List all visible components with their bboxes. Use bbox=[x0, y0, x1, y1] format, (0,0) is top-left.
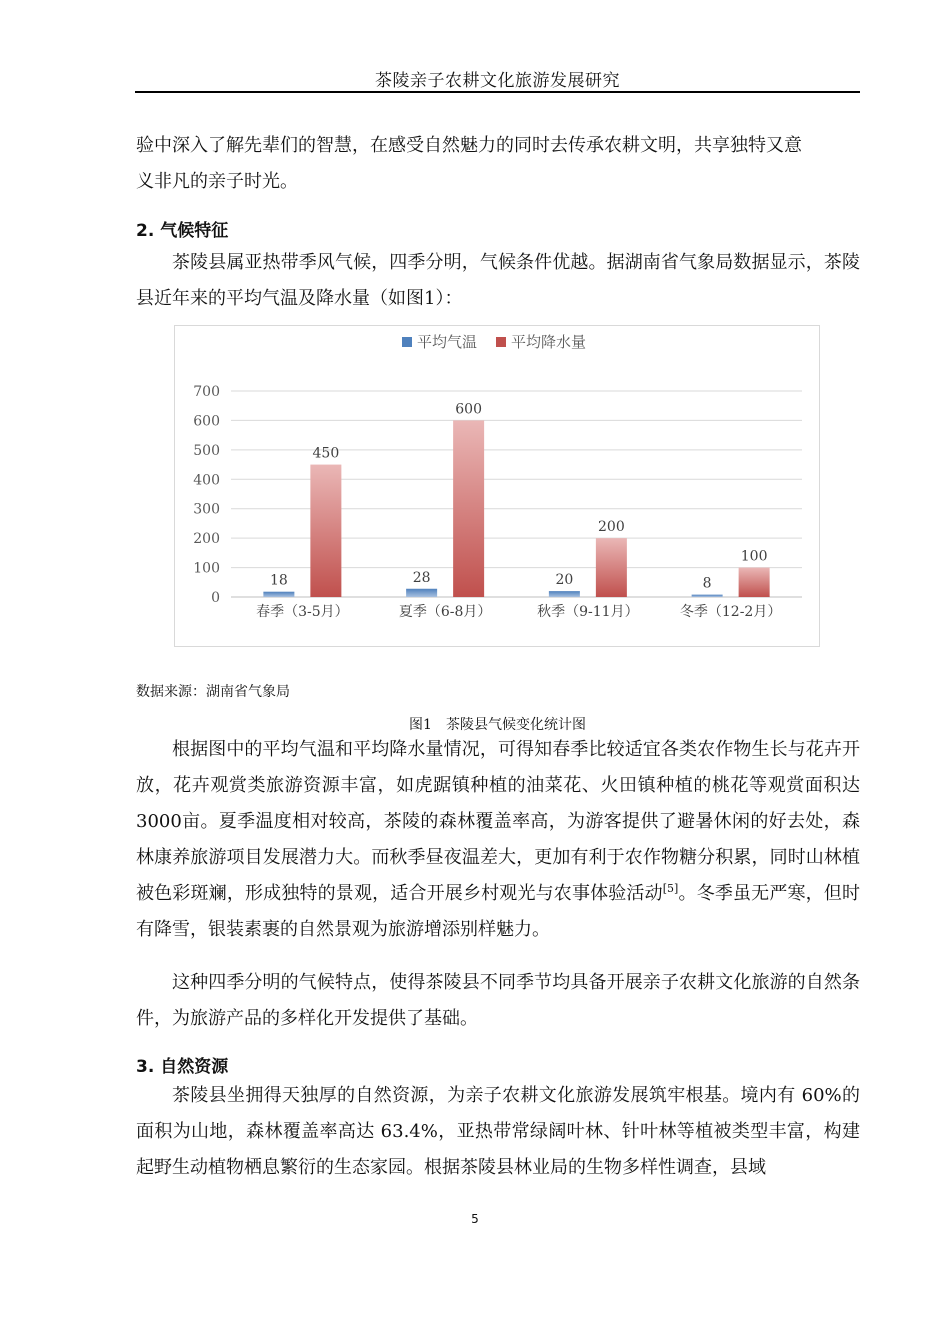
section-heading-climate: 2. 气候特征 bbox=[136, 221, 229, 241]
chart-container bbox=[174, 325, 820, 647]
y-tick-label: 600 bbox=[193, 413, 220, 430]
y-tick-label: 300 bbox=[193, 501, 220, 518]
bar-precipitation bbox=[310, 465, 341, 597]
paragraph-text: 。冬季虽无严寒，但时有降雪，银装素裹的自然景观为旅游增添别样魅力。 bbox=[136, 883, 861, 940]
paragraph-climate-intro: 茶陵县属亚热带季风气候，四季分明，气候条件优越。据湖南省气象局数据显示，茶陵县近年来的平均气温及降水量（如图1）： bbox=[136, 252, 860, 309]
climate-bar-chart bbox=[175, 326, 819, 646]
data-label: 8 bbox=[702, 575, 712, 592]
legend-swatch-temperature bbox=[402, 337, 412, 347]
data-label: 600 bbox=[455, 401, 482, 418]
paragraph-climate-summary: 这种四季分明的气候特点，使得茶陵县不同季节均具备开展亲子农耕文化旅游的自然条件，为旅游产品的多样化开发提供了基础。 bbox=[136, 972, 860, 1029]
legend-swatch-precipitation bbox=[496, 337, 506, 347]
page-header-rule bbox=[135, 91, 860, 93]
paragraph-line: 义非凡的亲子时光。 bbox=[136, 171, 298, 192]
y-tick-label: 700 bbox=[193, 384, 220, 400]
y-tick-label: 100 bbox=[193, 560, 220, 577]
bar-temperature bbox=[692, 595, 723, 597]
data-label: 450 bbox=[312, 445, 340, 462]
data-label: 100 bbox=[740, 548, 768, 565]
data-label: 28 bbox=[412, 569, 431, 586]
page-header-title: 茶陵亲子农耕文化旅游发展研究 bbox=[375, 71, 620, 91]
y-tick-label: 500 bbox=[193, 442, 220, 459]
paragraph-natural-resources: 茶陵县坐拥得天独厚的自然资源，为亲子农耕文化旅游发展筑牢根基。境内有 60%的面积为山地，森林覆盖率高达 63.4%，亚热带常绿阔叶林、针叶林等植被类型丰富，构建起野生动植物栖息繁衍的生态家园。根据茶陵县林业局的生物多样性调查，县域 bbox=[136, 1085, 860, 1178]
y-tick-label: 0 bbox=[211, 590, 220, 606]
data-source-note: 数据来源：湖南省气象局 bbox=[136, 684, 290, 700]
bar-precipitation bbox=[596, 538, 627, 597]
data-label: 20 bbox=[555, 572, 574, 589]
paragraph-climate-analysis bbox=[136, 732, 860, 948]
paragraph-text: 根据图中的平均气温和平均降水量情况，可得知春季比较适宜各类农作物生长与花卉开放，花卉观赏类旅游资源丰富，如虎踞镇种植的油菜花、火田镇种植的桃花等观赏面积达3000亩。夏季温度相对较高，茶陵的森林覆盖率高，为游客提供了避暑休闲的好去处，森林康养旅游项目发展潜力大。而秋季昼夜温差大，更加有利于农作物糖分积累，同时山林植被色彩斑斓，形成独特的景观，适合开展乡村观光与农事体验活动 bbox=[136, 739, 860, 904]
x-category-label: 秋季（9-11月） bbox=[537, 604, 639, 620]
data-label: 200 bbox=[598, 519, 625, 536]
paragraph-continued bbox=[136, 128, 860, 200]
legend-label: 平均气温 bbox=[417, 333, 478, 351]
legend-label: 平均降水量 bbox=[511, 333, 587, 351]
bar-precipitation bbox=[453, 420, 484, 597]
x-category-label: 春季（3-5月） bbox=[256, 604, 349, 620]
data-label: 18 bbox=[269, 572, 288, 589]
bar-temperature bbox=[263, 592, 294, 597]
bar-temperature bbox=[549, 591, 580, 597]
bar-temperature bbox=[406, 589, 437, 597]
section-heading-natural-resources: 3. 自然资源 bbox=[136, 1057, 229, 1077]
paragraph-line: 验中深入了解先辈们的智慧，在感受自然魅力的同时去传承农耕文明，共享独特又意 bbox=[136, 135, 802, 156]
x-category-label: 夏季（6-8月） bbox=[398, 604, 492, 620]
figure-caption: 图1 茶陵县气候变化统计图 bbox=[409, 717, 586, 733]
x-category-label: 冬季（12-2月） bbox=[679, 604, 782, 620]
page-number: 5 bbox=[471, 1212, 479, 1226]
y-tick-label: 200 bbox=[193, 531, 220, 548]
bar-precipitation bbox=[739, 568, 770, 597]
y-tick-label: 400 bbox=[193, 472, 220, 489]
citation-ref: [5] bbox=[662, 882, 679, 895]
